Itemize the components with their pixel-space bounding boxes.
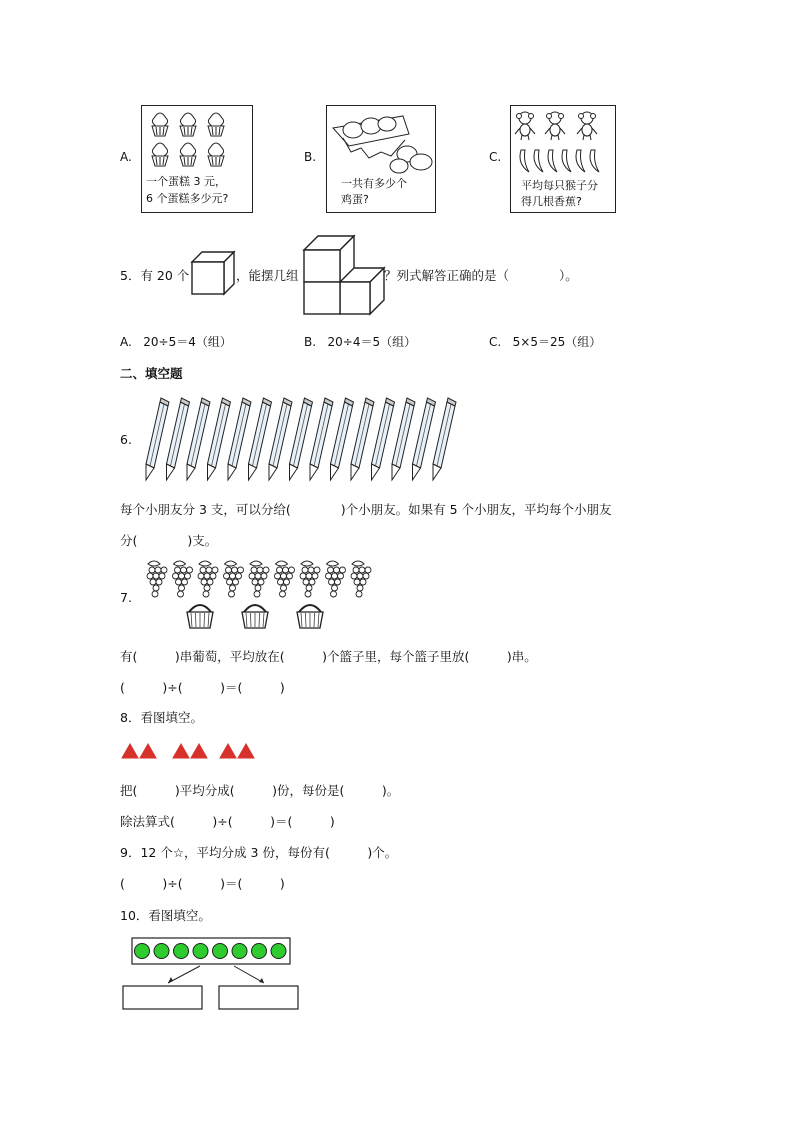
option-b-picture	[326, 105, 436, 213]
triangle-icon	[220, 744, 236, 758]
green-circle	[174, 944, 189, 959]
q5-option-b-letter: B.	[304, 335, 317, 349]
pencil-icon	[413, 398, 436, 480]
pencil-icon	[351, 398, 374, 480]
basket-icon	[242, 605, 268, 628]
q5-option-c-letter: C.	[489, 335, 502, 349]
green-circle	[154, 944, 169, 959]
option-a-text-line2: 6 个蛋糕多少元?	[146, 192, 229, 205]
pencil-icon	[146, 398, 169, 480]
grape-bunch-icon	[351, 561, 371, 597]
grape-bunch-icon	[147, 561, 167, 597]
triangles-icon	[122, 742, 262, 762]
triangle-icon	[173, 744, 189, 758]
q5-option-c-text: 5×5＝25（组）	[512, 335, 602, 349]
eggs-icon	[327, 106, 435, 176]
green-circle	[271, 944, 286, 959]
pencil-icon	[228, 398, 251, 480]
pencil-icon	[331, 398, 354, 480]
basket-icon	[297, 605, 323, 628]
option-a-text-line1: 一个蛋糕 3 元，	[146, 175, 226, 188]
pencil-icon	[433, 398, 456, 480]
pencil-icon	[269, 398, 292, 480]
pencil-icon	[392, 398, 415, 480]
q7-number: 7.	[120, 590, 132, 605]
q9-line1: 9．12 个☆，平均分成 3 份，每份有( )个。	[120, 845, 398, 860]
option-c-text-line2: 得几根香蕉?	[521, 195, 582, 208]
pencil-icon	[167, 398, 190, 480]
basket-icon	[187, 605, 213, 628]
q5-option-a-letter: A.	[120, 335, 132, 349]
pencil-icon	[208, 398, 231, 480]
q8-line2: 除法算式( )÷( )＝( )	[120, 814, 335, 829]
cube-stack-icon	[302, 228, 386, 318]
single-cube-icon	[186, 250, 236, 298]
green-circle	[252, 944, 267, 959]
triangle-icon	[140, 744, 156, 758]
q5-option-b-text: 20÷4＝5（组）	[327, 335, 417, 349]
triangle-icon	[122, 744, 138, 758]
answer-box-left[interactable]	[123, 986, 202, 1009]
option-a-letter[interactable]: A.	[120, 150, 132, 164]
grapes-icon	[144, 558, 384, 598]
option-c-picture	[510, 105, 616, 213]
green-circle	[135, 944, 150, 959]
triangle-icon	[191, 744, 207, 758]
circle-diagram	[120, 936, 320, 1016]
baskets-icon	[186, 600, 346, 632]
q5-option-a[interactable]	[120, 333, 232, 350]
grape-bunch-icon	[173, 561, 193, 597]
q5-option-c[interactable]	[489, 333, 601, 350]
section-title: 二、填空题	[120, 366, 183, 381]
q8-title: 8．看图填空。	[120, 710, 203, 725]
pencil-icon	[372, 398, 395, 480]
arrow-right	[234, 966, 264, 983]
grape-bunch-icon	[249, 561, 269, 597]
option-a-picture	[141, 105, 253, 213]
answer-box-right[interactable]	[219, 986, 298, 1009]
q10-title: 10．看图填空。	[120, 908, 211, 923]
green-circle	[232, 944, 247, 959]
pencil-icon	[187, 398, 210, 480]
q6-line1: 每个小朋友分 3 支，可以分给( )个小朋友。如果有 5 个小朋友，平均每个小朋友	[120, 502, 612, 517]
q5-middle: ，能摆几组	[236, 268, 299, 283]
pencil-icon	[249, 398, 272, 480]
q6-line2: 分( )支。	[120, 533, 218, 548]
pencils-icon	[146, 398, 486, 488]
q5-option-a-text: 20÷5＝4（组）	[143, 335, 232, 349]
option-c-letter[interactable]: C.	[489, 150, 502, 164]
option-b-text-line1: 一共有多少个	[341, 177, 407, 190]
q5-prefix: 5．有 20 个	[120, 268, 190, 283]
grape-bunch-icon	[300, 561, 320, 597]
option-b-text-line2: 鸡蛋?	[341, 193, 369, 206]
option-b-letter[interactable]: B.	[304, 150, 317, 164]
arrow-left	[168, 966, 200, 983]
grape-bunch-icon	[275, 561, 295, 597]
pencil-icon	[290, 398, 313, 480]
q7-line1: 有( )串葡萄，平均放在( )个篮子里，每个篮子里放( )串。	[120, 649, 537, 664]
q6-number: 6.	[120, 432, 132, 447]
grape-bunch-icon	[198, 561, 218, 597]
monkeys-bananas-icon	[511, 106, 615, 176]
q8-line1: 把( )平均分成( )份，每份是( )。	[120, 783, 400, 798]
triangle-icon	[238, 744, 254, 758]
green-circle	[213, 944, 228, 959]
q5-option-b[interactable]	[304, 333, 416, 350]
q7-line2: ( )÷( )＝( )	[120, 680, 285, 695]
pencil-icon	[310, 398, 333, 480]
green-circle	[193, 944, 208, 959]
grape-bunch-icon	[326, 561, 346, 597]
q5-suffix: ？列式解答正确的是（ ）。	[384, 268, 578, 283]
option-c-text-line1: 平均每只猴子分	[521, 179, 598, 192]
grape-bunch-icon	[224, 561, 244, 597]
q9-line2: ( )÷( )＝( )	[120, 876, 285, 891]
